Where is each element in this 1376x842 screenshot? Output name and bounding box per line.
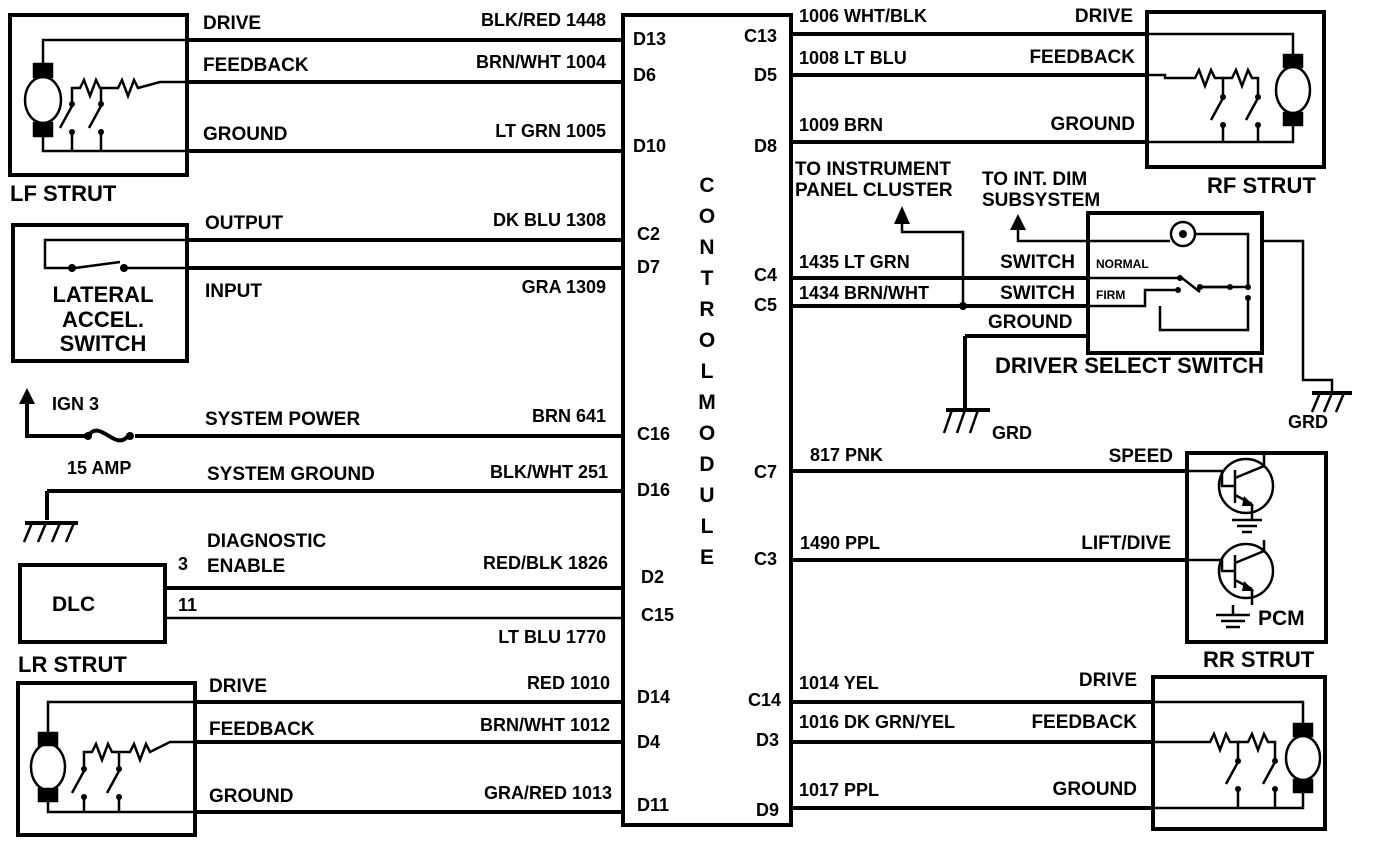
pin-label: C4: [753, 265, 777, 285]
pin-label: D5: [753, 65, 777, 85]
lamp-ground-wire: [1261, 241, 1332, 393]
cm-letter: O: [698, 422, 716, 445]
lr-strut: [18, 652, 195, 835]
pin-label: D8: [753, 136, 777, 156]
rr-feedback-label: FEEDBACK: [1031, 712, 1137, 733]
lateral-label-2: ACCEL.: [62, 307, 144, 332]
resistor-icon: [84, 742, 195, 771]
resistor-icon: [72, 80, 187, 106]
grd-label: GRD: [1288, 412, 1328, 432]
system-ground-label: SYSTEM GROUND: [207, 464, 375, 485]
wire-code: GRA/RED 1013: [483, 783, 612, 803]
cm-letter: L: [700, 515, 714, 538]
wire-code: LT BLU 1770: [498, 627, 606, 647]
pin-label: D16: [637, 480, 671, 500]
pin-label: D7: [637, 257, 661, 277]
cm-letter: L: [700, 360, 714, 383]
dlc-pin-label: 3: [178, 554, 189, 574]
cm-letter: R: [699, 298, 715, 321]
dlc-box: [20, 554, 197, 642]
rr-drive-label: DRIVE: [1078, 670, 1137, 691]
to-ipc-label-1: TO INSTRUMENT: [795, 159, 951, 180]
pin-label: D10: [633, 136, 667, 156]
cm-letter: U: [699, 484, 715, 507]
pin-label: C14: [747, 690, 781, 710]
pin-label: D13: [633, 29, 667, 49]
wire-code: DK BLU 1308: [492, 210, 606, 230]
switch-label: SWITCH: [1000, 283, 1075, 304]
fuse-icon: [88, 431, 128, 441]
wire-code: 817 PNK: [810, 445, 884, 465]
speed-label: SPEED: [1108, 446, 1173, 467]
pin-label: D9: [755, 800, 779, 820]
lateral-label-3: SWITCH: [59, 331, 147, 356]
firm-label: FIRM: [1096, 288, 1126, 302]
motor-icon: [1276, 67, 1310, 113]
lf-ground-label: GROUND: [203, 124, 288, 145]
wire-code: BRN/WHT 1012: [479, 715, 610, 735]
dlc-pin-label: 11: [178, 595, 198, 615]
left-wire-codes: [476, 10, 612, 803]
pin-label: C15: [641, 605, 675, 625]
rf-feedback-label: FEEDBACK: [1029, 47, 1135, 68]
fuse-label: 15 AMP: [67, 458, 132, 478]
resistor-icon: [1153, 734, 1238, 762]
pin-label: C7: [753, 462, 777, 482]
to-ipc-label-2: PANEL CLUSTER: [795, 180, 953, 201]
rf-ground-label: GROUND: [1050, 114, 1135, 135]
cm-letter: O: [698, 329, 716, 352]
cm-letter: O: [698, 205, 716, 228]
pin-label: C5: [753, 295, 777, 315]
driver-select-label: DRIVER SELECT SWITCH: [995, 353, 1264, 378]
system-power-label: SYSTEM POWER: [205, 409, 361, 430]
wire-code: RED/BLK 1826: [482, 553, 608, 573]
pcm-label: PCM: [1258, 607, 1305, 630]
wire-code: 1009 BRN: [799, 115, 884, 135]
wire-code: RED 1010: [526, 673, 610, 693]
left-function-labels: [203, 13, 375, 807]
rf-drive-label: DRIVE: [1074, 6, 1133, 27]
pin-label: D6: [633, 65, 657, 85]
dss-ground-label: GROUND: [988, 312, 1073, 333]
ground-icon: [944, 410, 1032, 443]
pin-label: C13: [743, 26, 777, 46]
arrow-up-icon: [894, 206, 910, 224]
ignition-fuse: [19, 388, 134, 478]
ground-icon: [1288, 393, 1352, 432]
motor-icon: [25, 77, 61, 123]
enable-label: ENABLE: [207, 556, 286, 577]
normal-label: NORMAL: [1096, 257, 1149, 271]
pin-label: D3: [755, 730, 779, 750]
control-module-label: [698, 174, 716, 569]
rf-strut-label: RF STRUT: [1207, 173, 1316, 198]
to-int-dim-label-2: SUBSYSTEM: [982, 190, 1101, 211]
cm-letter: E: [699, 546, 715, 569]
pin-label: D14: [637, 687, 671, 707]
lateral-label-1: LATERAL: [52, 282, 154, 307]
wire-code: GRA 1309: [521, 277, 606, 297]
wire-code: 1435 LT GRN: [799, 252, 910, 272]
cm-letter: C: [699, 174, 715, 197]
wire-code: BLK/WHT 251: [489, 462, 608, 482]
motor-icon: [31, 744, 65, 790]
cm-letter: D: [699, 453, 715, 476]
lr-ground-label: GROUND: [209, 786, 294, 807]
lift-dive-label: LIFT/DIVE: [1081, 533, 1171, 554]
switch-label: SWITCH: [1000, 252, 1075, 273]
pcm-box: [1187, 453, 1326, 642]
rr-ground-label: GROUND: [1052, 779, 1137, 800]
switch-icon: [1182, 278, 1200, 292]
lr-strut-label: LR STRUT: [18, 652, 127, 677]
wire-code: 1434 BRN/WHT: [799, 283, 930, 303]
motor-icon: [1286, 736, 1320, 780]
to-int-dim-label-1: TO INT. DIM: [982, 169, 1088, 190]
wire-code: 1490 PPL: [800, 533, 881, 553]
wire-code: LT GRN 1005: [495, 121, 606, 141]
wire-code: BRN/WHT 1004: [475, 52, 606, 72]
pin-label: C16: [637, 424, 671, 444]
wire-code: 1006 WHT/BLK: [799, 6, 928, 26]
pin-label: D11: [637, 795, 670, 815]
lr-drive-label: DRIVE: [209, 676, 268, 697]
lf-drive-label: DRIVE: [203, 13, 262, 34]
arrow-up-icon: [1010, 214, 1026, 230]
pin-label: C2: [637, 224, 661, 244]
switch-icon: [1246, 98, 1258, 142]
lat-output-label: OUTPUT: [205, 213, 284, 234]
right-pin-labels: [744, 26, 781, 820]
system-ground-icon: [24, 491, 78, 542]
rr-strut-label: RR STRUT: [1203, 647, 1315, 672]
wire-code: 1016 DK GRN/YEL: [799, 712, 956, 732]
lf-feedback-label: FEEDBACK: [203, 55, 309, 76]
pin-label: C3: [753, 549, 777, 569]
wire-code: BRN 641: [531, 406, 606, 426]
lat-input-label: INPUT: [205, 281, 262, 302]
lr-feedback-label: FEEDBACK: [209, 719, 315, 740]
lf-strut-label: LF STRUT: [10, 181, 117, 206]
switch-icon: [1263, 762, 1275, 808]
cm-letter: M: [698, 391, 716, 414]
left-pin-labels: [633, 29, 674, 815]
right-wire-codes: [799, 6, 955, 800]
diagnostic-label: DIAGNOSTIC: [207, 531, 327, 552]
switch-icon: [107, 771, 119, 812]
rf-strut: [1147, 12, 1324, 198]
switch-icon: [89, 106, 101, 151]
grd-label: GRD: [992, 423, 1032, 443]
switch-contact-icon: [68, 264, 76, 272]
arrow-up-icon: [19, 388, 35, 404]
motor-brush-icon: [34, 64, 52, 77]
wire-code: 1017 PPL: [799, 780, 880, 800]
lateral-accel-switch: [13, 225, 187, 361]
cm-letter: T: [700, 267, 714, 290]
wire-code: 1008 LT BLU: [799, 48, 907, 68]
wire-code: 1014 YEL: [799, 673, 879, 693]
resistor-icon: [1147, 70, 1223, 98]
ign-label: IGN 3: [52, 394, 100, 414]
pin-label: D4: [637, 732, 661, 752]
cm-letter: N: [699, 236, 715, 259]
wire-code: BLK/RED 1448: [480, 10, 606, 30]
dlc-label: DLC: [52, 593, 96, 616]
lf-strut: [10, 15, 187, 206]
pin-label: D2: [641, 567, 665, 587]
rr-strut: [1153, 647, 1325, 829]
